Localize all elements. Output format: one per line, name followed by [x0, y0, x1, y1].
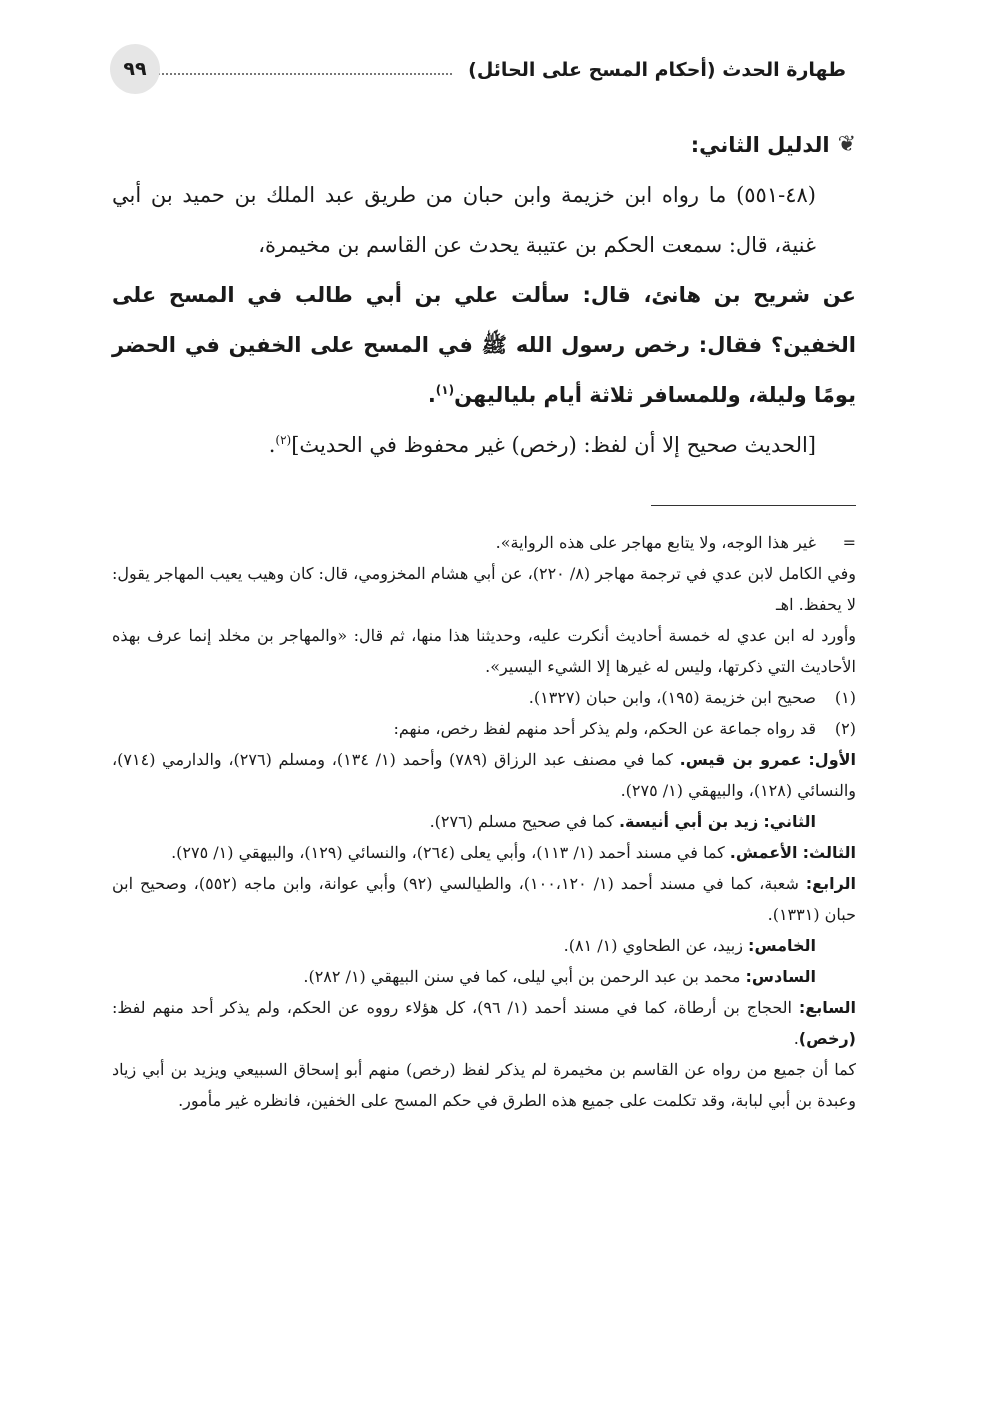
- continuation-marker: =: [842, 533, 856, 552]
- ruling: [112, 420, 856, 470]
- flourish-icon: ❦: [837, 132, 856, 157]
- footnote-1-marker: (١): [834, 688, 856, 707]
- continuation-text: غير هذا الوجه، ولا يتابع مهاجر على هذه الرواية».: [495, 533, 816, 552]
- footnote-1: [112, 682, 856, 713]
- narrator-second-label: الثاني:: [763, 812, 816, 831]
- hadith-body: عن شريح بن هانئ، قال: سألت علي بن أبي طالب في المسح على الخفين؟ فقال: رخص رسول الله ﷺ في المسح على الخفين في الحضر يومًا وليلة، وللمسافر ثلاثة أيام بلياليهن: [112, 283, 856, 407]
- narrator-sixth-text: محمد بن عبد الرحمن بن أبي ليلى، كما في سنن البيهقي (١/ ٢٨٢).: [303, 967, 746, 986]
- narrator-third-label: الثالث:: [802, 843, 856, 862]
- ruling-text: [الحديث صحيح إلا أن لفظ: (رخص) غير محفوظ في الحديث]: [291, 433, 816, 457]
- narrator-seventh-word: (رخص): [798, 1029, 856, 1048]
- chain-of-narration: (٤٨-٥٥١) ما رواه ابن خزيمة وابن حبان من طريق عبد الملك بن حميد بن أبي غنية، قال: سمعت الحكم بن عتيبة يحدث عن القاسم بن مخيمرة،: [112, 183, 816, 257]
- footnote-ref-2: (٢): [275, 433, 292, 447]
- section-heading-label: الدليل الثاني:: [690, 133, 830, 157]
- narrator-first-label: الأول:: [808, 750, 857, 769]
- narrator-fifth-label: الخامس:: [748, 936, 816, 955]
- footnote-1-text: صحيح ابن خزيمة (١٩٥)، وابن حبان (١٣٢٧).: [528, 688, 816, 707]
- narrator-sixth-label: السادس:: [745, 967, 816, 986]
- hadith-period: .: [427, 383, 436, 407]
- footnote-continuation: [112, 527, 856, 558]
- narrator-second-name: زيد بن أبي أنيسة.: [618, 812, 759, 831]
- main-text: [112, 120, 856, 470]
- narrator-fifth: [112, 930, 856, 961]
- footnote-kamil: وفي الكامل لابن عدي في ترجمة مهاجر (٨/ ٢٢٠)، عن أبي هشام المخزومي، قال: كان وهيب يعيب المهاجر يقول: لا يحفظ. اهـ: [112, 564, 856, 614]
- footnotes: [112, 527, 856, 1116]
- footnote-2-text: قد رواه جماعة عن الحكم، ولم يذكر أحد منهم لفظ رخص، منهم:: [393, 719, 816, 738]
- footnote-awrad: وأورد له ابن عدي له خمسة أحاديث أنكرت عليه، وحديثنا هذا منها، ثم قال: «والمهاجر بن مخلد إنما عرف بهذه الأحاديث التي ذكرتها، وليس له غيرها إلا الشيء اليسير».: [112, 626, 856, 676]
- narrator-second-text: كما في صحيح مسلم (٢٧٦).: [429, 812, 619, 831]
- narrator-sixth: [112, 961, 856, 992]
- header-title: طهارة الحدث (أحكام المسح على الحائل): [468, 59, 846, 81]
- narrator-first: [112, 744, 856, 806]
- page-number: ٩٩: [123, 58, 147, 80]
- footnote-2: [112, 713, 856, 744]
- page-number-badge: [110, 44, 160, 94]
- narrator-first-text: كما في مصنف عبد الرزاق (٧٨٩) وأحمد (١/ ١٣٤)، ومسلم (٢٧٦)، والدارمي (٧١٤)، والنسائي (١٢٨)، والبيهقي (١/ ٢٧٥).: [112, 750, 856, 800]
- ruling-period: .: [268, 433, 276, 457]
- header-dotted-leader: [118, 73, 452, 75]
- narrator-seventh: [112, 992, 856, 1054]
- narrator-third-name: الأعمش.: [729, 843, 798, 862]
- narrator-first-name: عمرو بن قيس.: [679, 750, 802, 769]
- narrator-third: [112, 837, 856, 868]
- narrator-seventh-text: الحجاج بن أرطاة، كما في مسند أحمد (١/ ٩٦)، كل هؤلاء رووه عن الحكم، ولم يذكر أحد منهم لفظ:: [112, 998, 799, 1017]
- running-header: [110, 44, 846, 96]
- narrator-fifth-text: زبيد، عن الطحاوي (١/ ٨١).: [563, 936, 749, 955]
- footnote-closing: كما أن جميع من رواه عن القاسم بن مخيمرة لم يذكر لفظ (رخص) منهم أبو إسحاق السبيعي ويزيد بن أبي زياد وعبدة بن أبي لبابة، وقد تكلمت على جميع هذه الطرق في حكم المسح على الخفين، فانظره غير مأمور.: [112, 1060, 856, 1110]
- narrator-seventh-end: .: [793, 1029, 799, 1048]
- narrator-fourth-label: الرابع:: [805, 874, 857, 893]
- hadith-text: [112, 270, 856, 420]
- narrator-fourth-text: شعبة، كما في مسند أحمد (١/ ١٠٠،١٢٠)، والطيالسي (٩٢) وأبي عوانة، وابن ماجه (٥٥٢)، وصحيح ابن حبان (١٣٣١).: [112, 874, 856, 924]
- narrator-seventh-label: السابع:: [798, 998, 856, 1017]
- footnote-separator: [651, 505, 856, 506]
- narrator-third-text: كما في مسند أحمد (١/ ١١٣)، وأبي يعلى (٢٦٤)، والنسائي (١٢٩)، والبيهقي (١/ ٢٧٥).: [171, 843, 730, 862]
- narrator-fourth: [112, 868, 856, 930]
- section-heading: [112, 120, 856, 170]
- footnote-2-marker: (٢): [834, 719, 856, 738]
- narrator-second: [112, 806, 856, 837]
- footnote-ref-1: (١): [435, 383, 455, 397]
